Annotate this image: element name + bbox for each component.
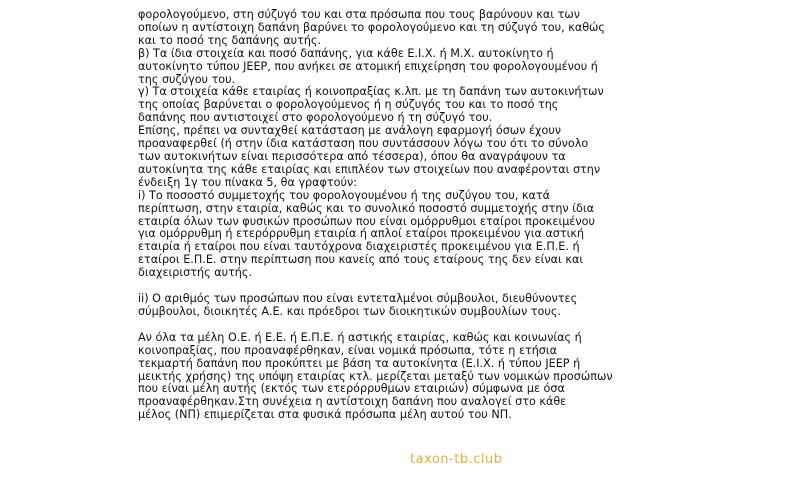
text-line: προαναφερθεί (ή στην ίδια κατάσταση που συντάσσουν λόγω του ότι το σύνολο xyxy=(138,137,589,151)
text-line: μέλος (ΝΠ) επιμερίζεται στα φυσικά πρόσωπα μέλη αυτού του ΝΠ. xyxy=(138,408,512,422)
text-line: μεικτής χρήσης) της υπόψη εταιρίας κτλ. μερίζεται μεταξύ των νομικών προσώπων xyxy=(138,369,613,383)
text-line: της συζύγου του. xyxy=(138,72,236,86)
text-line: εταίροι Ε.Π.Ε. στην περίπτωση που κανείς από τους εταίρους της δεν είναι και xyxy=(138,253,584,267)
text-line: περίπτωση, στην εταιρία, καθώς και το συνολικό ποσοστό συμμετοχής στην ίδια xyxy=(138,201,595,215)
text-line: σύμβουλοι, διοικητές Α.Ε. και πρόεδροι των διοικητικών συμβουλίων τους. xyxy=(138,304,561,318)
text-line: διαχειριστής αυτής. xyxy=(138,266,253,280)
text-line: για ομόρρυθμη ή ετερόρρυθμη εταιρία ή απλοί εταίροι προκειμένου για αστική xyxy=(138,227,585,241)
text-line: ii) Ο αριθμός των προσώπων που είναι εντεταλμένοι σύμβουλοι, διευθύνοντες xyxy=(138,292,578,306)
text-line: αυτοκίνητο τύπου JEEP, που ανήκει σε ατομική επιχείρηση του φορολογουμένου ή xyxy=(138,59,598,73)
text-line: που είναι μέλη αυτής (εκτός των ετερόρρυθμων εταιριών) σύμφωνα με όσα xyxy=(138,382,565,396)
text-line: οποίων η αντίστοιχη δαπάνη βαρύνει το φορολογούμενο και τη σύζυγό του, καθώς xyxy=(138,20,605,34)
text-line: τεκμαρτή δαπάνη που προκύπτει με βάση τα αυτοκίνητα (Ε.Ι.Χ. ή τύπου JEEP ή xyxy=(138,356,581,370)
text-line: προαναφέρθηκαν.Στη συνέχεια η αντίστοιχη δαπάνη που αναλογεί στο κάθε xyxy=(138,395,567,409)
text-line: κοινοπραξίας, που προαναφέρθηκαν, είναι νομικά πρόσωπα, τότε η ετήσια xyxy=(138,343,558,357)
text-line: β) Τα ίδια στοιχεία και ποσό δαπάνης, για κάθε Ε.Ι.Χ. ή Μ.Χ. αυτοκίνητο ή xyxy=(138,46,554,60)
text-line: της οποίας βαρύνεται ο φορολογούμενος ή η σύζυγός του και το ποσό της xyxy=(138,98,559,112)
document-body xyxy=(138,9,658,422)
text-line: Αν όλα τα μέλη Ο.Ε. ή Ε.Ε. ή Ε.Π.Ε. ή αστικής εταιρίας, καθώς και κοινωνίας ή xyxy=(138,330,582,344)
text-line: δαπάνης που αντιστοιχεί στο φορολογούμενο ή τη σύζυγό του. xyxy=(138,111,493,125)
watermark: taxon-tb.club xyxy=(410,452,503,467)
text-line: εταιρία ή εταίροι που είναι ταυτόχρονα διαχειριστές προκειμένου για Ε.Π.Ε. ή xyxy=(138,240,580,254)
text-line: και το ποσό της δαπάνης αυτής. xyxy=(138,33,322,47)
text-line: φορολογούμενο, στη σύζυγό του και στα πρόσωπα που τους βαρύνουν και των xyxy=(138,8,580,21)
text-line: i) Το ποσοστό συμμετοχής του φορολογουμένου ή της συζύγου του, κατά xyxy=(138,188,551,202)
text-line: αυτοκίνητα της κάθε εταιρίας και επιπλέον των στοιχείων που αναφέρονται στην xyxy=(138,162,601,176)
text-line: των αυτοκινήτων είναι περισσότερα από τέσσερα), όπου θα αναγράψουν τα xyxy=(138,149,566,163)
paragraph-gap xyxy=(138,319,658,332)
text-line: εταιρία όλων των φυσικών προσώπων που είναι ομόρρυθμοι εταίροι προκειμένου xyxy=(138,214,595,228)
text-line: Επίσης, πρέπει να συνταχθεί κατάσταση με ανάλογη εφαρμογή όσων έχουν xyxy=(138,124,562,138)
text-line: γ) Τα στοιχεία κάθε εταιρίας ή κοινοπραξίας κ.λπ. με τη δαπάνη των αυτοκινήτων xyxy=(138,85,604,99)
text-line: ένδειξη 1γ του πίνακα 5, θα γραφτούν: xyxy=(138,175,357,189)
